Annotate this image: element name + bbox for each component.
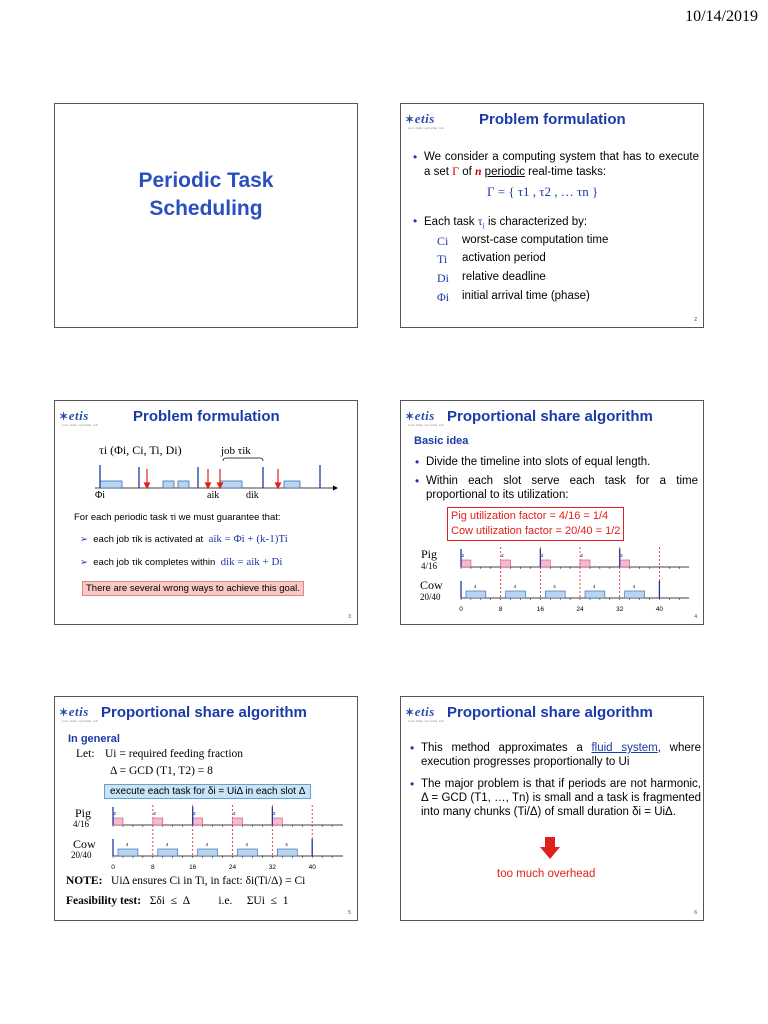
slide-6 xyxy=(400,696,704,921)
pig-job xyxy=(153,818,163,825)
slide-4-title: Proportional share algorithm xyxy=(447,408,653,425)
pig-job xyxy=(461,560,471,567)
pig-job xyxy=(233,818,243,825)
task-set: Γ = { τ1 , τ2 , … τn } xyxy=(487,184,599,199)
slide-5-title: Proportional share algorithm xyxy=(101,704,307,721)
pig-job-label: 2 xyxy=(193,811,196,816)
etis-logo: ✶etis real-time systems lab xyxy=(59,408,98,427)
slide-4 xyxy=(400,400,704,625)
time-tick-label: 0 xyxy=(111,864,115,871)
cow-fraction: 20/40 xyxy=(71,850,92,860)
param-desc: relative deadline xyxy=(462,271,546,283)
time-tick-label: 24 xyxy=(576,606,584,613)
slide-2-bullet-1: • We consider a computing system that has to execute a set Γ of n periodic real-time tasks: xyxy=(424,150,699,179)
cow-job-label: 4 xyxy=(165,842,169,847)
job-timeline xyxy=(95,457,345,502)
pig-job xyxy=(113,818,123,825)
cow-job-label: 4 xyxy=(205,842,209,847)
cow-job xyxy=(585,591,605,598)
let-definition-2: Δ = GCD (T1, T2) = 8 xyxy=(110,765,213,777)
cow-job-label: 4 xyxy=(592,584,596,589)
page-number: 2 xyxy=(694,317,697,323)
pig-job xyxy=(193,818,203,825)
etis-logo: ✶etis real-time systems lab xyxy=(405,408,444,427)
etis-logo: ✶etis real-time systems lab xyxy=(59,704,98,723)
pig-label: Pig xyxy=(421,547,438,561)
time-tick-label: 8 xyxy=(498,606,503,613)
pig-fraction: 4/16 xyxy=(73,819,90,829)
etis-logo: ✶etis real-time systems lab xyxy=(405,704,444,723)
arrival-arrow-head xyxy=(145,483,150,488)
page-number: 5 xyxy=(348,910,351,916)
job-brace xyxy=(223,458,263,461)
param-desc: worst-case computation time xyxy=(462,234,609,246)
arrival-arrow-head xyxy=(206,483,211,488)
pig-label: Pig xyxy=(75,806,92,820)
job-block xyxy=(163,481,174,488)
arrival-arrow-head xyxy=(276,483,281,488)
slide-4-bullet-2: • Within each slot serve each task for a time proportional to its utilization: xyxy=(426,474,698,502)
overhead-label: too much overhead xyxy=(497,868,596,880)
slide-5 xyxy=(54,696,358,921)
job-block xyxy=(178,481,189,488)
utilization-box: Pig utilization factor = 4/16 = 1/4 Cow utilization factor = 20/40 = 1/2 xyxy=(447,507,624,541)
job-block xyxy=(100,481,122,488)
phi-label: Φi xyxy=(95,490,106,501)
cow-job xyxy=(506,591,526,598)
time-tick-label: 32 xyxy=(268,864,276,871)
condition-2: ➢ each job τik completes within dik = aik + Di xyxy=(80,556,283,568)
param-symbol: Φi xyxy=(437,290,450,304)
arrival-label: aik xyxy=(207,490,220,501)
param-desc: activation period xyxy=(462,252,546,264)
pig-job xyxy=(540,560,550,567)
param-desc: initial arrival time (phase) xyxy=(462,290,590,302)
cow-job xyxy=(277,849,297,856)
cow-label: Cow xyxy=(420,578,443,592)
page-number: 6 xyxy=(694,910,697,916)
slide-2 xyxy=(400,103,704,328)
page-number: 3 xyxy=(348,614,351,620)
pig-job-label: 2 xyxy=(580,553,584,558)
pig-job-label: 2 xyxy=(620,553,623,558)
cow-job xyxy=(198,849,218,856)
warning-box: There are several wrong ways to achieve this goal. xyxy=(82,581,304,596)
time-tick-label: 40 xyxy=(308,864,316,871)
cow-job xyxy=(238,849,258,856)
time-tick-label: 32 xyxy=(616,606,624,613)
pig-fraction: 4/16 xyxy=(421,561,438,571)
slide-2-title: Problem formulation xyxy=(479,111,626,128)
param-symbol: Ti xyxy=(437,252,448,266)
cow-label: Cow xyxy=(73,837,96,851)
print-date: 10/14/2019 xyxy=(685,8,758,25)
execute-box: execute each task for δi = UiΔ in each slot Δ xyxy=(104,784,311,799)
job-block xyxy=(284,481,300,488)
pig-job-label: 2 xyxy=(461,553,465,558)
let-definition-1: Ui = required feeding fraction xyxy=(105,748,244,760)
pig-job-label: 2 xyxy=(153,811,156,816)
pig-job-label: 2 xyxy=(233,811,236,816)
pig-job xyxy=(620,560,630,567)
time-tick-label: 16 xyxy=(536,606,544,613)
time-tick-label: 16 xyxy=(189,864,197,871)
pig-job-label: 2 xyxy=(501,553,504,558)
slide-6-bullet-2: • The major problem is that if periods are not harmonic, Δ = GCD (T1, …, Tn) is small and a task is fragmented into many chunks (Ti/Δ) of small duration δi = UiΔ. xyxy=(421,777,701,819)
deadline-label: dik xyxy=(246,490,259,501)
cow-job xyxy=(625,591,645,598)
slide-1 xyxy=(54,103,358,328)
job-block xyxy=(220,481,242,488)
etis-logo: ✶etis real-time systems lab xyxy=(405,111,444,130)
condition-1: ➢ each job τik is activated at aik = Φi + (k-1)Ti xyxy=(80,533,288,545)
slide-4-subtitle: Basic idea xyxy=(414,435,469,447)
slide-3-title: Problem formulation xyxy=(133,408,280,425)
cow-job xyxy=(466,591,486,598)
time-tick-label: 0 xyxy=(459,606,463,613)
cow-job-label: 4 xyxy=(632,584,636,589)
slide-3 xyxy=(54,400,358,625)
cow-fraction: 20/40 xyxy=(420,592,441,602)
task-definition: τi (Φi, Ci, Ti, Di) xyxy=(99,443,182,457)
slide-1-title: Periodic Task Scheduling xyxy=(138,169,274,220)
let-label: Let: xyxy=(76,748,95,760)
param-symbol: Ci xyxy=(437,234,449,248)
fluid-system-link[interactable]: fluid system xyxy=(591,742,658,754)
job-label: job τik xyxy=(221,445,251,457)
down-arrow-icon xyxy=(540,837,560,859)
cow-job-label: 4 xyxy=(553,584,556,589)
pig-job-label: 2 xyxy=(113,811,117,816)
slide-6-title: Proportional share algorithm xyxy=(447,704,653,721)
slide-2-bullet-2: • Each task $\tau_i$ is characterized by: xyxy=(424,214,694,233)
cow-job-label: 4 xyxy=(513,584,517,589)
slide-4-bullet-1: • Divide the timeline into slots of equal length. xyxy=(426,455,698,469)
cow-job-label: 4 xyxy=(125,842,129,847)
page-number: 4 xyxy=(694,614,697,620)
param-symbol: Di xyxy=(437,271,449,285)
guarantee-text: For each periodic task τi we must guarantee that: xyxy=(74,512,281,523)
time-tick-label: 8 xyxy=(151,864,155,871)
schedule-chart xyxy=(107,805,347,872)
time-tick-label: 40 xyxy=(655,606,664,613)
cow-job xyxy=(118,849,138,856)
slide-5-subtitle: In general xyxy=(68,733,120,745)
cow-job-label: 4 xyxy=(285,842,288,847)
pig-job-label: 2 xyxy=(272,811,276,816)
cow-job xyxy=(545,591,565,598)
axis-arrow xyxy=(333,486,338,491)
cow-job xyxy=(158,849,178,856)
pig-job xyxy=(501,560,511,567)
time-tick-label: 24 xyxy=(228,864,237,871)
pig-job xyxy=(580,560,590,567)
note-line: NOTE: UiΔ ensures Ci in Ti, in fact: δi(Ti/Δ) = Ci xyxy=(66,875,306,887)
pig-job-label: 2 xyxy=(540,553,544,558)
slide-6-bullet-1: • This method approximates a fluid system, where execution progresses proportionally to Ui xyxy=(421,741,701,769)
feasibility-line: Feasibility test: Σδi ≤ Δ i.e. ΣUi ≤ 1 xyxy=(66,895,289,907)
cow-job-label: 4 xyxy=(245,842,248,847)
cow-job-label: 4 xyxy=(473,584,477,589)
pig-job xyxy=(272,818,282,825)
schedule-chart xyxy=(453,547,693,614)
